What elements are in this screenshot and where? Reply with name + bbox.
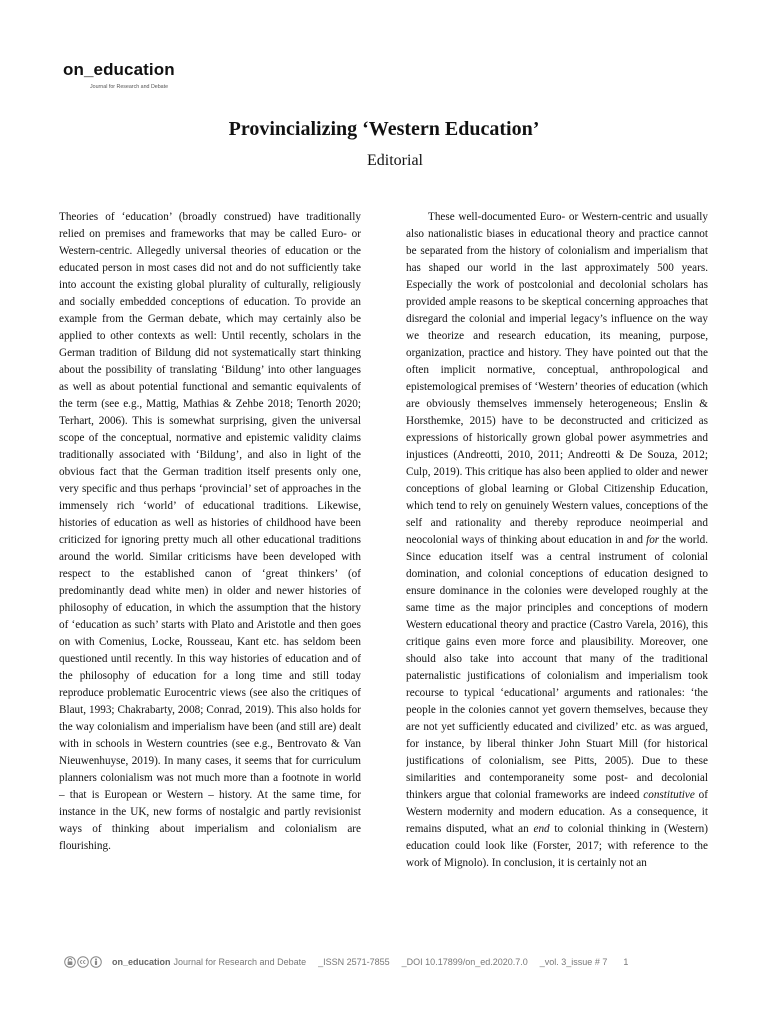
left-paragraph: Theories of ‘education’ (broadly construed) have traditionally relied on premises and frameworks that may be called Euro- or Western-centric. Allegedly universal theories of education or the educated person in most cases did not and do not sufficiently take into account the existing global plurality of culturally, religiously and socially embedded conceptions of education. To provide an example from the German debate, which may certainly also be applied to other contexts as well: Until recently, scholars in the German tradition of Bildung did not systematically start thinking about the possibility of translating ‘Bildung’ into other languages as well as about potential functional and semantic equivalents of the term (see e.g., Mattig, Mathias & Zehbe 2018; Tenorth 2020; Terhart, 2006). This is somewhat surprising, given the universal scope of the conceptual, normative and epistemic validity claims traditionally associated with ‘Bildung’, and also in light of the obvious fact that the German tradition itself presents only one, very specific and thus perhaps ‘provincial’ set of approaches in the immensely rich ‘world’ of educational traditions. Likewise, histories of education as well as histories of childhood have been criticized for ignoring pretty much all other educational traditions around the world. Similar criticisms have been developed with respect to the established canon of ‘great thinkers’ (of predominantly dead white men) in older and newer histories of philosophy of education, in which the assumption that the history of ‘education as such’ starts with Plato and Aristotle and then goes on with Comenius, Locke, Rousseau, Kant etc. has seldom been questioned until recently. In this way histories of education and of the philosophy of education for a long time and still today reproduce problematic Eurocentric views (see also the critiques of Blaut, 1993; Chakrabarty, 2008; Conrad, 2019). This also holds for the way colonialism and imperialism have been (and still are) dealt with in schools in Western countries (see e.g., Bentrovato & Van Nieuwenhuyse, 2019). In many cases, it seems that for curriculum planners colonialism was not much more than a footnote in world – that is European or Western – history. At the same time, for instance in the UK, new forms of nostalgic and partly revisionist ways of thinking about imperialism and colonialism are flourishing. (59, 211, 361, 852)
footer-doi: _DOI 10.17899/on_ed.2020.7.0 (401, 957, 528, 967)
footer-issn: _ISSN 2571-7855 (318, 957, 390, 967)
by-icon (90, 956, 102, 968)
article-title: Provincializing ‘Western Education’ (228, 118, 540, 140)
article-subtitle: Editorial (367, 152, 423, 169)
emphasis-end: end (533, 823, 550, 835)
footer-volume: _vol. 3_issue # 7 (539, 957, 608, 967)
open-access-icon (64, 956, 76, 968)
emphasis-constitutive: constitutive (643, 789, 695, 801)
footer-journal: Journal for Research and Debate (173, 957, 307, 967)
logo-subtitle: Journal for Research and Debate (90, 84, 169, 90)
logo-wordmark: on_education (63, 60, 175, 79)
right-column (406, 209, 708, 935)
left-column (59, 209, 361, 855)
emphasis-for: for (646, 534, 660, 546)
right-text-3: of Western modernity and modern education. As a consequence, it remains disputed, what an (406, 789, 708, 835)
cc-icon (77, 956, 89, 968)
journal-logo (60, 60, 194, 106)
right-text-4: to colonial thinking in (Western) education could look like (Forster, 2017; with reference to the work of Mignolo). In conclusion, it is certainly not an (406, 823, 708, 869)
right-paragraph (406, 209, 708, 872)
page-number: 1 (623, 957, 629, 967)
license-icons (64, 956, 102, 968)
right-text-1: These well-documented Euro- or Western-centric and usually also nationalistic biases in educational theory and practice cannot be separated from the history of colonialism and imperialism that has shaped our world in the last approximately 500 years. Especially the work of postcolonial and decolonial scholars has provided ample reasons to be skeptical concerning approaches that disregard the colonial and imperial legacy’s influence on the way we theorize and research education, its meaning, purpose, organization, practice and history. They have pointed out that the often implicit normative, conceptual, anthropological and epistemological premises of ‘Western’ theories of education (which are obviously themselves immensely heterogeneous; Enslin & Horsthemke, 2015) have to be deconstructed and criticized as expressions of historically grown global power asymmetries and injustices (Andreotti, 2010, 2011; Andreotti & De Souza, 2012; Culp, 2019). This critique has also been applied to older and newer conceptions of global learning or Global Citizenship Education, which tend to rely on genuinely Western values, conceptions of the self and rationality and thereby reproduce neoimperial and neocolonial ways of thinking about education in and (406, 211, 708, 546)
right-text-2: the world. Since education itself was a central instrument of colonial domination, and colonial conceptions of education designed to ensure dominance in the colonies were developed roughly at the same time as the major principles and conceptions of modern Western educational theory and practice (Castro Varela, 2016), this critique gains even more force and plausibility. Moreover, one should also take into account that many of the traditional paternalistic justifications of colonialism and imperialism took recourse to typical ‘educational’ arguments and rationales: ‘the people in the colonies cannot yet govern themselves, because they are not yet sufficiently educated and civilized’ etc. as was argued, for instance, by liberal thinker John Stuart Mill (for historical justifications of colonialism, see Pitts, 2005). Due to these similarities and contemporaneity some post- and decolonial thinkers argue that colonial frameworks are indeed (406, 534, 708, 801)
page-footer (64, 954, 724, 970)
footer-brand: on_education (112, 957, 171, 967)
